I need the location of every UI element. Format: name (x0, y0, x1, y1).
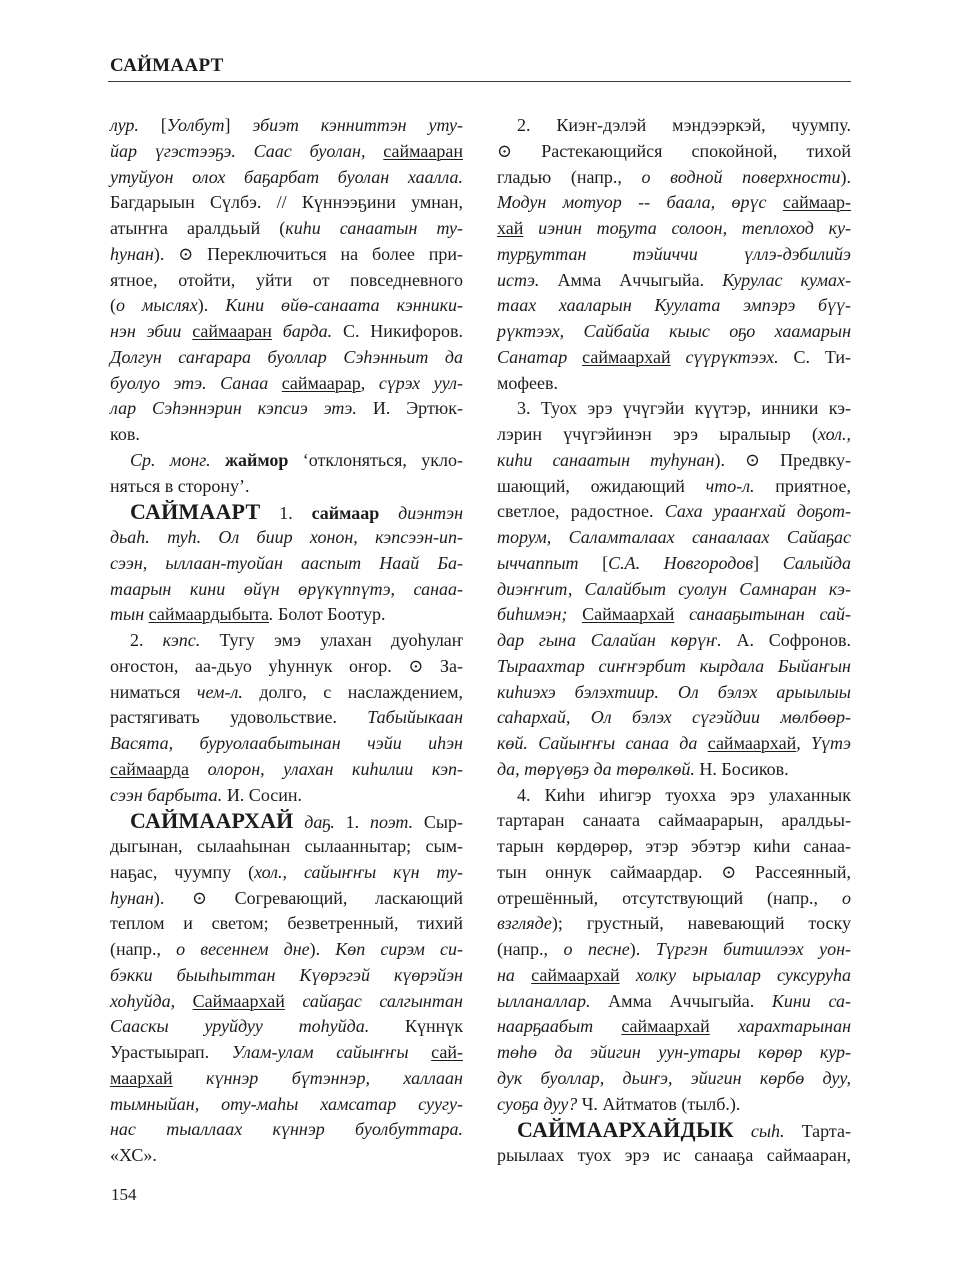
text-run: теплом и светом; безветренный, тихий (110, 913, 463, 934)
text-run: рыылаах туох эрэ ис санааҕа саймааран, (497, 1145, 851, 1165)
italic-text: дар гына Салайан көрүҥ. (497, 630, 722, 650)
text-run: мофеев. (497, 372, 559, 393)
text-line (497, 1143, 851, 1169)
text-line (497, 628, 851, 654)
italic-text: поэт. (369, 812, 414, 833)
italic-text: лур. (110, 115, 139, 135)
italic-text: тымныйан, оту-маһы хамсатар суугу- (110, 1093, 463, 1114)
text-run: ] (753, 552, 783, 573)
text-line (110, 474, 463, 500)
italic-text: чем-л. (196, 681, 243, 702)
running-head: САЙМААРТ (110, 55, 224, 76)
italic-text: Васята, буруолаабытынан чэйи иһэн (110, 733, 463, 753)
text-run: И. Сосин. (222, 784, 303, 805)
text-line (497, 190, 851, 216)
italic-text: рүктээх, Сайбайа кыыс оҕо хаамарын (497, 321, 851, 341)
italic-text: наарҕаабыт (497, 1016, 622, 1037)
italic-text: Ср. монг. (130, 449, 225, 470)
underlined-word-form: саймаархай (621, 1016, 710, 1037)
text-run: ); грустный, навевающий тоску (551, 913, 851, 934)
text-line (110, 705, 463, 731)
text-run: няться в сторону’. (110, 475, 250, 496)
italic-text: тын (110, 604, 149, 625)
text-line (497, 886, 851, 912)
text-line (110, 1040, 463, 1066)
italic-text: нэн эбии (110, 321, 193, 341)
italic-text: Тыраахтар сиҥҥэрбит кырдала Быйаҥын (497, 655, 851, 676)
text-run: 4. Киһи иһигэр туохха эрэ улаханнык (517, 784, 851, 805)
text-line (497, 1040, 851, 1066)
text-line (497, 371, 851, 397)
page-number: 154 (111, 1185, 137, 1204)
dictionary-paragraph (497, 113, 851, 396)
italic-text: Салыйда (782, 552, 851, 573)
text-run: Багдарыын Сүлбэ. // Күннээҕини умнан, (110, 192, 463, 213)
text-line (497, 216, 851, 242)
text-line (110, 937, 463, 963)
text-line (110, 345, 463, 371)
text-run: Күннүк (369, 1016, 463, 1037)
text-line (110, 499, 463, 525)
italic-text: . (269, 604, 274, 625)
text-line (497, 834, 851, 860)
text-line (110, 860, 463, 886)
text-line (110, 422, 463, 448)
underlined-word-form: Саймаархай (192, 990, 285, 1011)
text-line (497, 1014, 851, 1040)
text-line (110, 525, 463, 551)
italic-text: , Үүтэ (796, 733, 851, 753)
text-line (110, 628, 463, 654)
italic-text: төһө да эйигин уун-утары көрөр кур- (497, 1042, 851, 1062)
italic-text: о мыслях (116, 295, 198, 316)
text-line (497, 808, 851, 834)
italic-text: Көп сирэм си- (335, 939, 463, 959)
text-line (110, 1066, 463, 1092)
text-run: наҕас, чуумпу ( (110, 861, 255, 882)
italic-text: буолуо этэ. Санаа (110, 372, 282, 393)
italic-text: Долгун саҥарара буоллар Сэһэнньит да (110, 346, 463, 367)
dictionary-paragraph (110, 628, 463, 808)
text-line (497, 165, 851, 191)
italic-text: о весеннем дне (176, 939, 310, 959)
italic-text: Кини са- (771, 990, 851, 1011)
italic-text: о песне (563, 939, 630, 959)
text-run: ятное, отойти, уйти от повседневного (110, 269, 463, 290)
italic-text: холку ырыалар суксуруһа (619, 964, 851, 985)
text-line (497, 757, 851, 783)
text-line (497, 448, 851, 474)
text-line (110, 654, 463, 680)
text-run: растягивать удовольствие. (110, 707, 368, 728)
text-line (110, 602, 463, 628)
italic-text: суоҕа дуу? (497, 1093, 578, 1114)
italic-text: хол., (818, 424, 851, 444)
text-run: 1. (334, 812, 370, 833)
underlined-word-form: саймаарда (110, 758, 189, 779)
text-line (497, 1066, 851, 1092)
text-run (294, 812, 305, 832)
text-run: оҥостон, аа-дьуо уһуннук оҥор. ⊙ За- (110, 655, 463, 676)
italic-text: дьаһ. туһ. Ол биир хонон, кэпсээн-ип- (110, 527, 463, 547)
text-line (497, 654, 851, 680)
text-line (110, 731, 463, 757)
italic-text: саһархай, Ол бэлэх сүгэйдии мөлбөөр- (497, 707, 851, 728)
italic-text: торум, Саламталаах санаалаах Сайаҕас (497, 527, 851, 547)
text-run: ( (110, 295, 116, 316)
italic-text: даҕ. (304, 812, 335, 833)
text-run: 3. Туох эрэ үчүгэйи күүтэр, инники кэ- (517, 398, 851, 419)
text-line (497, 525, 851, 551)
text-run: атыҥҥа аралдьый ( (110, 218, 286, 238)
underlined-word-form: саймааран (192, 321, 272, 341)
underlined-word-form: саймаар- (782, 192, 851, 213)
text-run: 2. (130, 630, 163, 650)
text-run: отрешённый, отсутствующий (напр., (497, 887, 842, 908)
italic-text: нас тыаллаах күннэр буолбуттара. (110, 1119, 463, 1140)
text-run: 1. (260, 503, 312, 524)
text-line (110, 757, 463, 783)
right-column (497, 113, 851, 1169)
text-line (497, 422, 851, 448)
text-run: 2. Киэҥ-дэлэй мэндээркэй, чуумпу. (517, 115, 851, 135)
dictionary-paragraph (497, 396, 851, 782)
dictionary-paragraph (110, 808, 463, 1169)
underlined-word-form: саймаархай (582, 346, 671, 367)
text-run: тарын көрдөрөр, этэр эбэтэр киһи санаа- (497, 836, 851, 856)
text-line (110, 216, 463, 242)
italic-text: истэ. (497, 269, 540, 290)
text-run: ). (840, 166, 851, 187)
italic-text: на (497, 964, 532, 985)
italic-text: Сааскы уруйдуу тоһуйда. (110, 1016, 370, 1037)
italic-text: ылланаллар. (497, 990, 591, 1011)
dictionary-paragraph (497, 1117, 851, 1169)
italic-text: барда. (271, 321, 333, 341)
italic-text: күннэр бүтэннэр, халлаан (172, 1067, 463, 1088)
italic-text: ыччаппыт (497, 552, 603, 573)
text-run: А. Софронов. (721, 630, 851, 650)
text-run: светлое, радостное. (497, 501, 665, 522)
text-line (497, 1092, 851, 1118)
italic-text: сүүрүктээх. (670, 346, 779, 367)
italic-text: биһимэн; (497, 604, 583, 625)
italic-text: хоһуйда, (110, 990, 193, 1011)
text-line (497, 783, 851, 809)
text-run: ⊙ Растекающийся спокойной, тихой (497, 140, 851, 161)
dictionary-paragraph (497, 783, 851, 1118)
text-line (497, 911, 851, 937)
italic-text: Кини өйө-санаата кэнники- (225, 295, 463, 316)
italic-text: дук буоллар, дьиҥэ, эйигин көрбө дуу, (497, 1067, 851, 1088)
text-line (110, 577, 463, 603)
italic-text: сээн, ыллаан-туойан ааспыт Наай Ба- (110, 552, 463, 573)
italic-text: олорон, улахан киһилии кэп- (189, 758, 463, 779)
text-run: долго, с наслаждением, (242, 681, 464, 702)
headword: САЙМААРХАЙДЫК (517, 1117, 734, 1143)
text-line (497, 1117, 851, 1143)
italic-text: Модун мотуор -- баала, өрүс (497, 192, 783, 213)
italic-text: таах хааларын Куулата эмпэрэ бүү- (497, 295, 851, 316)
italic-text: , сүрэх уул- (360, 372, 463, 393)
italic-text: да, төрүөҕэ да төрөлкөй. (497, 758, 695, 779)
text-line (497, 602, 851, 628)
text-line (497, 139, 851, 165)
text-run: С. Ти- (778, 346, 851, 367)
text-run: ). ⊙ Предвку- (714, 449, 851, 470)
italic-text: утуйуон олох баҕарбат буолан хаалла. (110, 166, 463, 187)
text-line (110, 139, 463, 165)
header-rule (108, 81, 851, 82)
text-line (497, 860, 851, 886)
italic-text: Улам-улам сайыҥҥы (231, 1042, 432, 1062)
text-line (110, 268, 463, 294)
underlined-word-form: саймаарар (281, 372, 361, 393)
underlined-word-form: саймаархай (531, 964, 620, 985)
underlined-word-form: саймаардыбыта (148, 604, 270, 625)
text-line (110, 396, 463, 422)
text-line (110, 1117, 463, 1143)
underlined-word-form: саймаархай (707, 733, 797, 753)
italic-text: киһи санаатын туһунан (497, 449, 715, 470)
dictionary-paragraph (110, 113, 463, 448)
italic-text: киһиэхэ бэлэхтиир. Ол бэлэх арыылыы (497, 681, 851, 702)
text-run (734, 1121, 751, 1141)
italic-text: Табыйыкаан (367, 707, 463, 728)
text-line (110, 989, 463, 1015)
text-line (110, 190, 463, 216)
text-run: С. Никифоров. (332, 321, 463, 341)
text-line (110, 680, 463, 706)
text-line (110, 551, 463, 577)
italic-text: киһи санаатын ту- (285, 218, 464, 238)
text-run: «ХС». (110, 1145, 157, 1165)
text-line (110, 113, 463, 139)
text-line (497, 680, 851, 706)
text-run: (напр., (110, 939, 177, 959)
text-line (110, 242, 463, 268)
text-line (497, 937, 851, 963)
italic-text: хол., сайыҥҥы күн ту- (254, 861, 463, 882)
italic-text: взгляде (497, 913, 552, 934)
text-run: ). ⊙ Согревающий, ласкающий (153, 887, 463, 908)
text-run: [ (602, 552, 609, 573)
text-line (497, 293, 851, 319)
italic-text: Курулас кумах- (722, 269, 851, 290)
text-run: Амма Аччыгыйа. (590, 990, 772, 1011)
underlined-word-form: хай (497, 218, 524, 238)
text-run: ). (309, 939, 336, 959)
text-run: ] (224, 115, 253, 135)
italic-text: бэкки быыһыттан Күөрэгэй күөрэйэн (110, 964, 463, 985)
text-run: Урастыырап. (110, 1042, 232, 1062)
text-line (110, 293, 463, 319)
text-line (497, 551, 851, 577)
headword: САЙМААРХАЙ (130, 808, 294, 834)
italic-text: сайаҕас салгынтан (284, 990, 463, 1011)
text-line (497, 499, 851, 525)
text-line (110, 783, 463, 809)
italic-text: что-л. (705, 475, 755, 496)
italic-text: о водной поверхности (641, 166, 841, 187)
underlined-word-form: маархай (110, 1067, 173, 1088)
italic-text: иэнин тоҕута солоон, теплоход ку- (523, 218, 851, 238)
text-run: приятное, (754, 475, 851, 496)
italic-text: йар үгэстээҕэ. Саас буолан, (110, 140, 384, 161)
text-run: лэрин үчүгэйинэн эрэ ыралыыр ( (497, 424, 819, 444)
text-run: И. Эртюк- (356, 398, 463, 419)
italic-text: о (842, 887, 851, 908)
italic-text: диэҥҥит, Салайбыт суолун Самнаран кэ- (497, 578, 851, 599)
text-run: ). ⊙ Переключиться на более при- (153, 243, 463, 264)
text-line (497, 396, 851, 422)
text-line (110, 1014, 463, 1040)
text-run: Амма Аччыгыйа. (539, 269, 723, 290)
underlined-word-form: саймааран (383, 140, 463, 161)
text-line (110, 834, 463, 860)
italic-text: турҕуттан тэйиччи үллэ-дэбилийэ (497, 243, 851, 264)
left-column (110, 113, 463, 1169)
text-run: Тарта- (784, 1121, 851, 1142)
text-run: ниматься (110, 681, 197, 702)
text-run: шающий, ожидающий (497, 475, 706, 496)
text-run: Н. Босиков. (694, 758, 789, 779)
text-line (110, 808, 463, 834)
text-line (110, 448, 463, 474)
text-run: Ч. Айтматов (тылб.). (577, 1093, 741, 1114)
text-line (110, 371, 463, 397)
italic-text: диэнтэн (379, 503, 463, 524)
text-line (497, 319, 851, 345)
text-run: тартаран санаата саймаарарын, аралдьы- (497, 810, 851, 831)
text-run: ). (197, 295, 226, 316)
italic-text: һунан (110, 243, 154, 264)
text-run: [ (138, 115, 167, 135)
italic-text: С.А. Новгородов (608, 552, 754, 573)
text-run: ‘отклоняться, укло- (288, 449, 463, 470)
text-line (497, 345, 851, 371)
text-line (110, 319, 463, 345)
text-run: Тугу эмэ улахан дуоһулаҥ (200, 630, 463, 650)
underlined-word-form: Саймаархай (582, 604, 675, 625)
italic-text: Санатар (497, 346, 583, 367)
text-run: ). (629, 939, 656, 959)
text-run: Сыр- (413, 812, 464, 833)
text-line (497, 268, 851, 294)
bold-term: саймаар (311, 503, 380, 524)
text-line (497, 474, 851, 500)
dictionary-paragraph (110, 499, 463, 628)
text-line (110, 1143, 463, 1169)
italic-text: көй. Сайыҥҥы санаа да (497, 733, 708, 753)
bold-term: жаймор (224, 449, 289, 470)
text-run: тын оннук саймаардар. ⊙ Рассеянный, (497, 861, 851, 882)
dictionary-paragraph (110, 448, 463, 500)
text-line (497, 113, 851, 139)
text-line (497, 705, 851, 731)
italic-text: Саха урааҥхай доҕот- (664, 501, 851, 522)
text-line (497, 577, 851, 603)
text-line (110, 911, 463, 937)
text-run: ков. (110, 424, 140, 444)
italic-text: харахтарынан (709, 1016, 851, 1037)
italic-text: эбиэт кэнниттэн уту- (252, 115, 464, 135)
text-line (497, 731, 851, 757)
italic-text: таарын кини өйүн өрүкүппүтэ, санаа- (110, 578, 463, 599)
text-run: (напр., (497, 939, 564, 959)
text-line (497, 963, 851, 989)
italic-text: сээн барбыта. (110, 784, 223, 805)
italic-text: Түргэн битиилээх уон- (655, 939, 851, 959)
text-line (110, 165, 463, 191)
italic-text: һунан (110, 887, 154, 908)
italic-text: лар Сэһэннэрин кэпсиэ этэ. (110, 398, 357, 419)
headword: САЙМААРТ (130, 499, 261, 525)
italic-text: сыһ. (750, 1121, 785, 1142)
text-line (110, 963, 463, 989)
text-run: дыгынан, сылааһынан сылааннытар; сым- (110, 836, 463, 856)
text-run: Болот Боотур. (273, 604, 386, 625)
underlined-word-form: сай- (431, 1042, 463, 1062)
text-line (497, 242, 851, 268)
italic-text: санааҕытынан сай- (674, 604, 851, 625)
text-line (110, 1092, 463, 1118)
text-run: гладью (напр., (497, 166, 642, 187)
text-line (110, 886, 463, 912)
text-line (497, 989, 851, 1015)
italic-text: кэпс. (162, 630, 201, 650)
italic-text: Уолбут (166, 115, 225, 135)
